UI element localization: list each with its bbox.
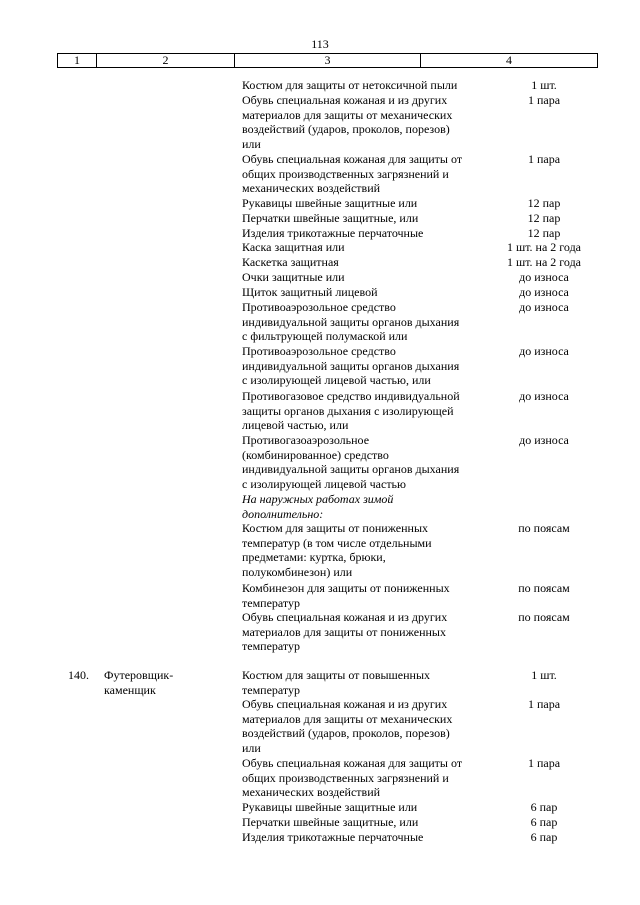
item-name: Рукавицы швейные защитные или <box>242 800 418 814</box>
item-name: Противоаэрозольное средство индивидуальной защиты органов дыхания с фильтрующей полумаской или <box>242 300 460 344</box>
header-col-4: 4 <box>506 53 512 67</box>
item-name: Каска защитная или <box>242 240 345 254</box>
item-quantity: до износа <box>519 300 569 314</box>
row-number: 140. <box>68 668 89 682</box>
profession-name: Футеровщик- каменщик <box>104 668 174 697</box>
item-quantity: 1 пара <box>527 756 561 770</box>
page-number: 113 <box>311 37 329 51</box>
item-quantity: 6 пар <box>530 830 558 844</box>
header-col-1: 1 <box>58 54 97 67</box>
item-name: Костюм для защиты от пониженных температур (в том числе отдельными предметами: куртка, брюки, полукомбинезон) или <box>242 521 432 580</box>
item-name: Костюм для защиты от повышенных температур <box>242 668 431 697</box>
item-name: Обувь специальная кожаная и из других материалов для защиты от механических воздействий (ударов, проколов, порезов) или <box>242 697 453 756</box>
item-name: Перчатки швейные защитные, или <box>242 211 419 225</box>
item-name: Комбинезон для защиты от пониженных температур <box>242 581 450 610</box>
item-quantity: 1 пара <box>527 152 561 166</box>
item-quantity: до износа <box>519 433 569 447</box>
section-note: На наружных работах зимой дополнительно: <box>242 492 394 521</box>
item-name: Обувь специальная кожаная и из других материалов для защиты от пониженных температур <box>242 610 448 654</box>
item-name: Костюм для защиты от нетоксичной пыли <box>242 78 458 92</box>
item-quantity: 6 пар <box>530 815 558 829</box>
item-name: Противоаэрозольное средство индивидуальной защиты органов дыхания с изолирующей лицевой частью, или <box>242 344 460 388</box>
item-name: Противогазоаэрозольное (комбинированное) средство индивидуальной защиты органов дыхания с изолирующей лицевой частью <box>242 433 460 492</box>
item-quantity: 1 шт. на 2 года <box>506 240 582 254</box>
item-quantity: до износа <box>519 285 569 299</box>
item-quantity: по поясам <box>518 581 570 595</box>
item-name: Изделия трикотажные перчаточные <box>242 830 424 844</box>
table-header <box>57 53 598 68</box>
item-name: Изделия трикотажные перчаточные <box>242 226 424 240</box>
item-name: Обувь специальная кожаная и из других материалов для защиты от механических воздействий (ударов, проколов, порезов) или <box>242 93 453 152</box>
item-quantity: по поясам <box>518 521 570 535</box>
item-name: Рукавицы швейные защитные или <box>242 196 418 210</box>
item-name: Щиток защитный лицевой <box>242 285 378 299</box>
item-quantity: 1 пара <box>527 93 561 107</box>
item-quantity: 1 шт. на 2 года <box>506 255 582 269</box>
item-name: Перчатки швейные защитные, или <box>242 815 419 829</box>
item-quantity: 12 пар <box>527 196 561 210</box>
item-name: Каскетка защитная <box>242 255 339 269</box>
item-name: Противогазовое средство индивидуальной защиты органов дыхания с изолирующей лицевой частью, или <box>242 389 460 433</box>
item-quantity: до износа <box>519 389 569 403</box>
item-name: Обувь специальная кожаная для защиты от общих производственных загрязнений и механических воздействий <box>242 756 463 800</box>
item-quantity: 1 шт. <box>531 78 557 92</box>
item-quantity: до износа <box>519 270 569 284</box>
item-quantity: 1 пара <box>527 697 561 711</box>
header-col-2: 2 <box>97 54 235 67</box>
item-quantity: 1 шт. <box>531 668 557 682</box>
item-quantity: 12 пар <box>527 226 561 240</box>
item-quantity: 6 пар <box>530 800 558 814</box>
item-quantity: до износа <box>519 344 569 358</box>
item-name: Обувь специальная кожаная для защиты от общих производственных загрязнений и механических воздействий <box>242 152 463 196</box>
item-quantity: 12 пар <box>527 211 561 225</box>
header-col-3: 3 <box>235 54 421 67</box>
item-quantity: по поясам <box>518 610 570 624</box>
item-name: Очки защитные или <box>242 270 345 284</box>
